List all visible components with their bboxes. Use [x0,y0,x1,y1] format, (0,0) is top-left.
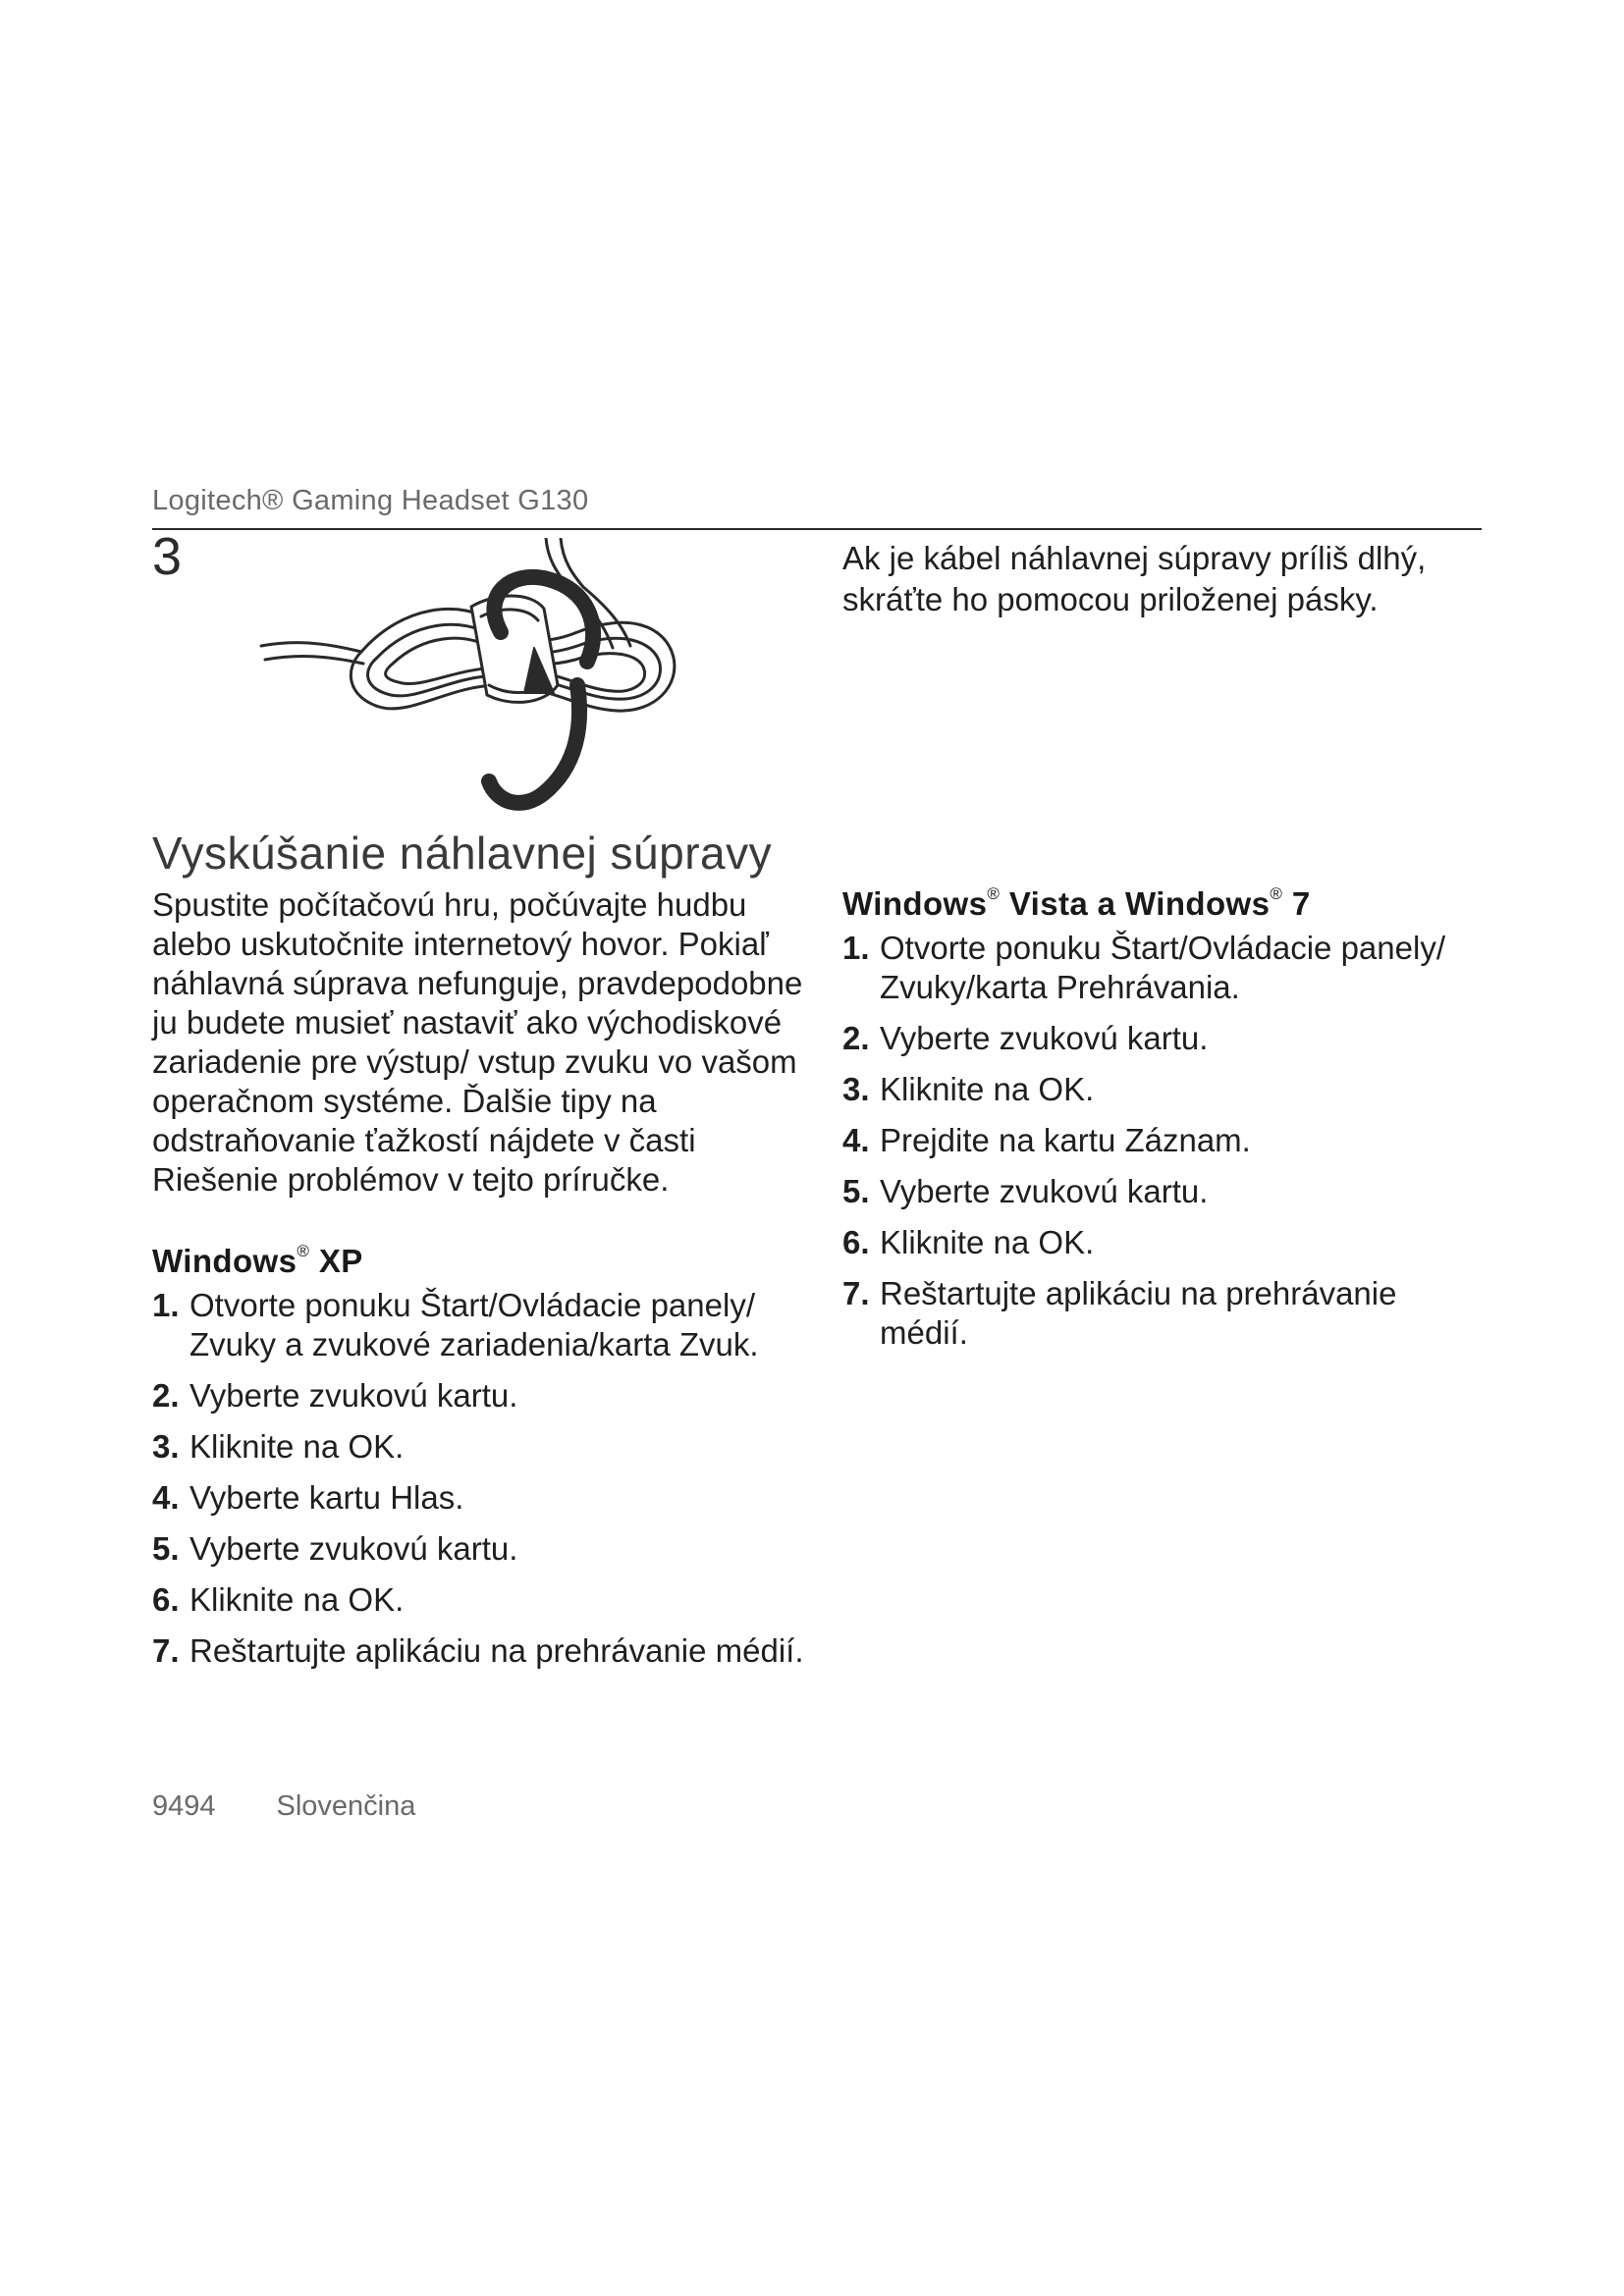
list-item: 2. Vyberte zvukovú kartu. [842,1020,1209,1056]
list-item: 5. Vyberte zvukovú kartu. [842,1173,1209,1209]
list-item: 7. Reštartujte aplikáciu na prehrávanie médií. [152,1632,804,1669]
list-item: 5. Vyberte zvukovú kartu. [152,1530,518,1567]
section-title: Vyskúšanie náhlavnej súpravy [152,828,773,879]
list-item: 2. Vyberte zvukovú kartu. [152,1377,518,1414]
list-item: 1. Otvorte ponuku Štart/Ovládacie panely/ Zvuky a zvukové zariadenia/karta Zvuk. [152,1287,759,1362]
step-number: 3 [152,527,183,586]
list-item: 4. Prejdite na kartu Záznam. [842,1122,1251,1158]
list-item: 6. Kliknite na OK. [842,1224,1095,1260]
section-intro: Spustite počítačovú hru, počúvajte hudbu alebo uskutočnite internetový hovor. Pokiaľ náhlavná súprava nefunguje, pravdepodobne ju budete musieť nastaviť ako východiskové zariadenie pre výstup/ vstup zvuku vo vašom operačnom systéme. Ďalšie tipy na odstraňovanie ťažkostí nájdete v časti Riešenie problémov v tejto príručke. [152,886,803,1198]
windows-xp-heading: Windows® XP [152,1242,363,1279]
page-header [152,485,1482,530]
list-item: 1. Otvorte ponuku Štart/Ovládacie panely/ Zvuky/karta Prehrávania. [842,930,1445,1005]
list-item: 3. Kliknite na OK. [152,1428,405,1465]
windows-vista-steps [842,929,1490,1364]
list-item: 6. Kliknite na OK. [152,1581,405,1618]
list-item: 4. Vyberte kartu Hlas. [152,1479,464,1516]
windows-vista-7-heading: Windows® Vista a Windows® 7 [842,884,1311,922]
list-item: 7. Reštartujte aplikáciu na prehrávanie médií. [842,1275,1397,1351]
page-footer [152,1790,415,1823]
document-title: Logitech® Gaming Headset G130 [152,485,589,516]
list-item: 3. Kliknite na OK. [842,1071,1095,1107]
cable-shorten-instruction: Ak je kábel náhlavnej súpravy príliš dlhý, skráťte ho pomocou priloženej pásky. [842,540,1427,617]
page-language: Slovenčina [276,1790,416,1822]
windows-xp-steps [152,1286,839,1682]
cable-wrap-illustration [253,538,695,815]
page-number: 9494 [152,1790,216,1822]
